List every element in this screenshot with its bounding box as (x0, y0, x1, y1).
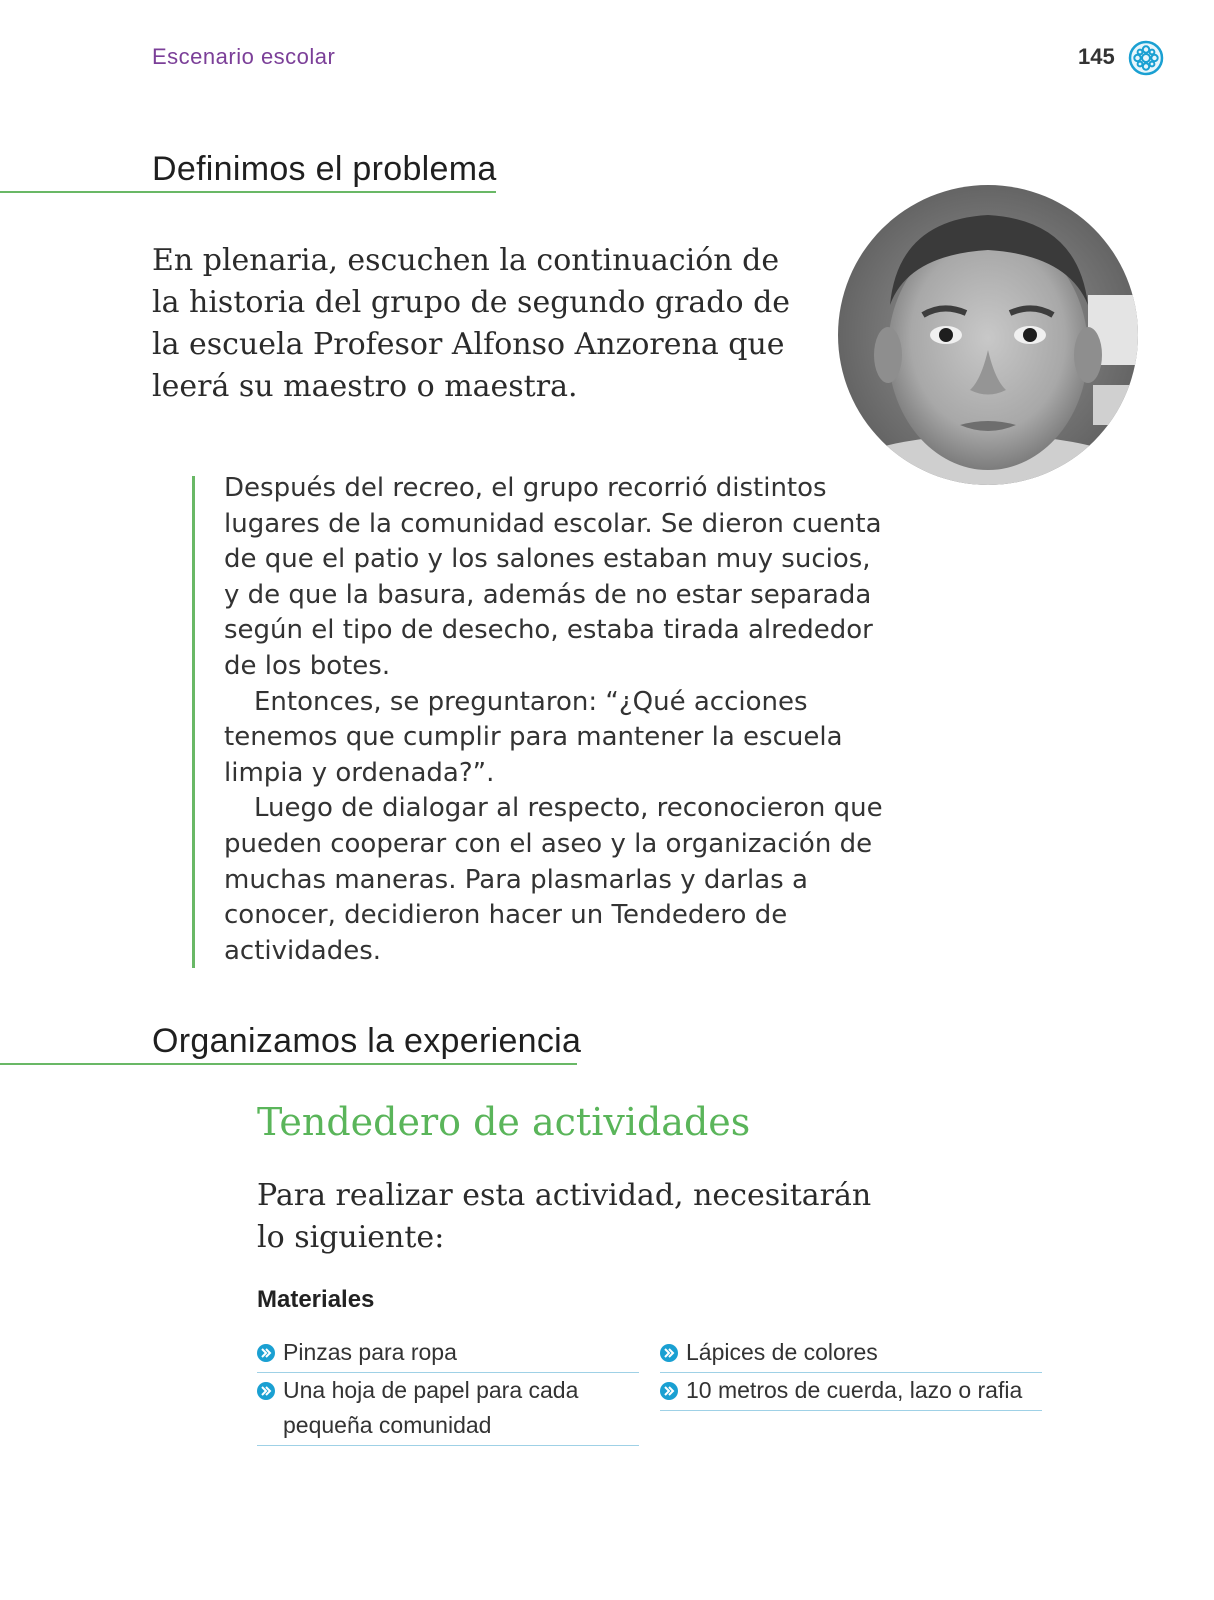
heading-rule (0, 1063, 577, 1065)
story-paragraph-1: Después del recreo, el grupo recorrió distintos lugares de la comunidad escolar. Se dieron cuenta de que el patio y los salones estaban muy sucios, y de que la basura, además de no estar separada según el tipo de desecho, estaba tirada alrededor de los botes. (224, 473, 882, 681)
chevron-right-icon (660, 1382, 678, 1400)
story-quote-bar (192, 476, 195, 968)
heading-rule (0, 191, 496, 193)
material-label: Pinzas para ropa (283, 1339, 457, 1365)
list-item (660, 1373, 1042, 1411)
materials-heading: Materiales (257, 1286, 375, 1313)
story-paragraph-2: Entonces, se preguntaron: “¿Qué acciones tenemos que cumplir para mantener la escuela limpia y ordenada?”. (224, 686, 843, 788)
list-item (660, 1335, 1042, 1373)
running-header-section: Escenario escolar (152, 44, 336, 69)
intro-paragraph: En plenaria, escuchen la continuación de la historia del grupo de segundo grado de la escuela Profesor Alfonso Anzorena que leerá su maestro o maestra. (152, 243, 791, 404)
activity-description: Para realizar esta actividad, necesitarán lo siguiente: (257, 1178, 872, 1255)
section-heading-organize-experience: Organizamos la experiencia (152, 1022, 582, 1060)
page-number: 145 (1078, 44, 1115, 69)
materials-list-right (660, 1335, 1042, 1411)
material-label: Lápices de colores (686, 1339, 878, 1365)
material-label: 10 metros de cuerda, lazo o rafia (686, 1377, 1023, 1403)
flower-icon (1128, 40, 1164, 76)
story-paragraph-3: Luego de dialogar al respecto, reconocieron que pueden cooperar con el aseo y la organización de muchas maneras. Para plasmarlas y darlas a conocer, decidieron hacer un Tendedero de actividades. (224, 793, 883, 966)
section-heading-define-problem: Definimos el problema (152, 150, 497, 188)
chevron-right-icon (660, 1344, 678, 1362)
chevron-right-icon (257, 1344, 275, 1362)
list-item (257, 1373, 639, 1446)
list-item (257, 1335, 639, 1373)
activity-title: Tendedero de actividades (257, 1100, 751, 1144)
materials-list-left (257, 1335, 639, 1446)
chevron-right-icon (257, 1382, 275, 1400)
story-text (224, 471, 884, 969)
material-label: Una hoja de papel para cada pequeña comunidad (283, 1377, 579, 1438)
child-portrait-photo (838, 185, 1138, 485)
